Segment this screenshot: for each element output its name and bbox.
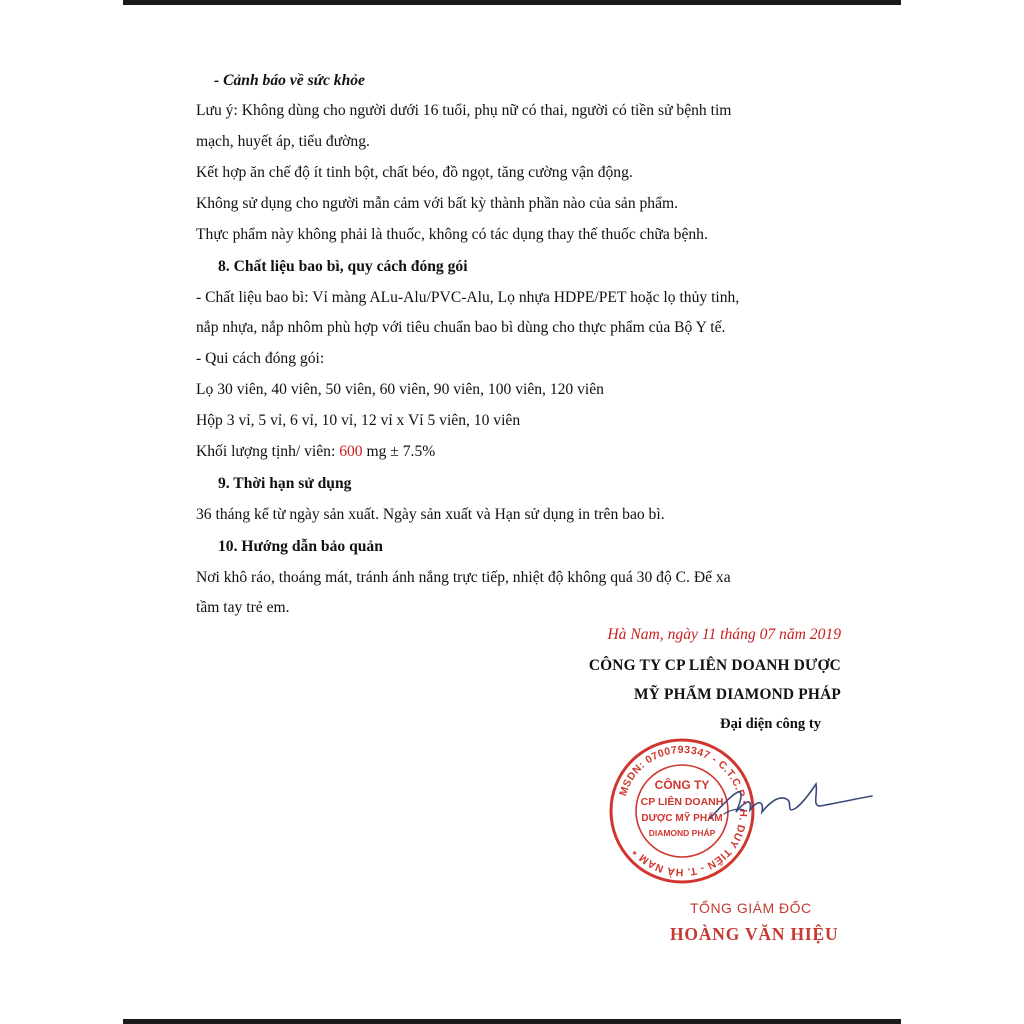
handwritten-signature [700, 770, 880, 840]
paragraph-line: - Chất liệu bao bì: Vỉ màng ALu-Alu/PVC-Alu, Lọ nhựa HDPE/PET hoặc lọ thủy tinh, [196, 289, 740, 306]
seal-inner-line: DIAMOND PHÁP [648, 828, 716, 838]
bottom-border [123, 1019, 901, 1024]
section-8-heading: 8. Chất liệu bao bì, quy cách đóng gói [218, 258, 468, 275]
seal-outer-text: MSDN: 0700793347 - C.T.C.P * H. DUY TIÊN - T. HÀ NAM * [617, 743, 750, 879]
paragraph-line: Hộp 3 vỉ, 5 vỉ, 6 vỉ, 10 vỉ, 12 vỉ x Vỉ 5 viên, 10 viên [196, 412, 521, 429]
net-weight-line [196, 442, 856, 462]
net-weight-prefix: Khối lượng tịnh/ viên: [196, 443, 340, 460]
health-warning-heading: - Cảnh báo về sức khỏe [214, 72, 365, 89]
company-name-line-1: CÔNG TY CP LIÊN DOANH DƯỢC [588, 657, 841, 674]
section-9-heading: 9. Thời hạn sử dụng [218, 475, 352, 492]
paragraph-line: Thực phẩm này không phải là thuốc, không có tác dụng thay thế thuốc chữa bệnh. [196, 226, 708, 243]
paragraph-line: Không sử dụng cho người mẫn cảm với bất kỳ thành phần nào của sản phẩm. [196, 195, 679, 212]
paragraph-line: 36 tháng kể từ ngày sản xuất. Ngày sản xuất và Hạn sử dụng in trên bao bì. [196, 506, 665, 523]
net-weight-suffix: mg ± 7.5% [362, 443, 436, 460]
net-weight-value: 600 [339, 443, 363, 460]
director-name: HOÀNG VĂN HIỆU [670, 924, 839, 944]
paragraph-line: Nơi khô ráo, thoáng mát, tránh ánh nắng trực tiếp, nhiệt độ không quá 30 độ C. Để xa [196, 569, 731, 586]
paragraph-line: Lọ 30 viên, 40 viên, 50 viên, 60 viên, 90 viên, 100 viên, 120 viên [196, 381, 604, 398]
seal-inner-line: CP LIÊN DOANH [640, 796, 724, 808]
paragraph-line: mạch, huyết áp, tiểu đường. [196, 133, 370, 150]
director-title: TỔNG GIÁM ĐỐC [690, 900, 812, 916]
seal-inner-line: DƯỢC MỸ PHẨM [641, 813, 723, 824]
paragraph-line: - Qui cách đóng gói: [196, 350, 325, 367]
date-line: Hà Nam, ngày 11 tháng 07 năm 2019 [607, 626, 841, 643]
paragraph-line: tầm tay trẻ em. [196, 599, 290, 616]
paragraph-line: Kết hợp ăn chế độ ít tinh bột, chất béo, đồ ngọt, tăng cường vận động. [196, 164, 633, 181]
representative-label: Đại diện công ty [720, 716, 821, 732]
seal-inner-line: CÔNG TY [654, 778, 710, 792]
paragraph-line: Lưu ý: Không dùng cho người dưới 16 tuổi, phụ nữ có thai, người có tiền sử bệnh tim [196, 102, 732, 119]
top-border [123, 0, 901, 5]
section-10-heading: 10. Hướng dẫn bảo quản [218, 538, 383, 555]
company-name-line-2: MỸ PHẨM DIAMOND PHÁP [633, 686, 841, 703]
paragraph-line: nắp nhựa, nắp nhôm phù hợp với tiêu chuẩn bao bì dùng cho thực phẩm của Bộ Y tế. [196, 319, 726, 336]
